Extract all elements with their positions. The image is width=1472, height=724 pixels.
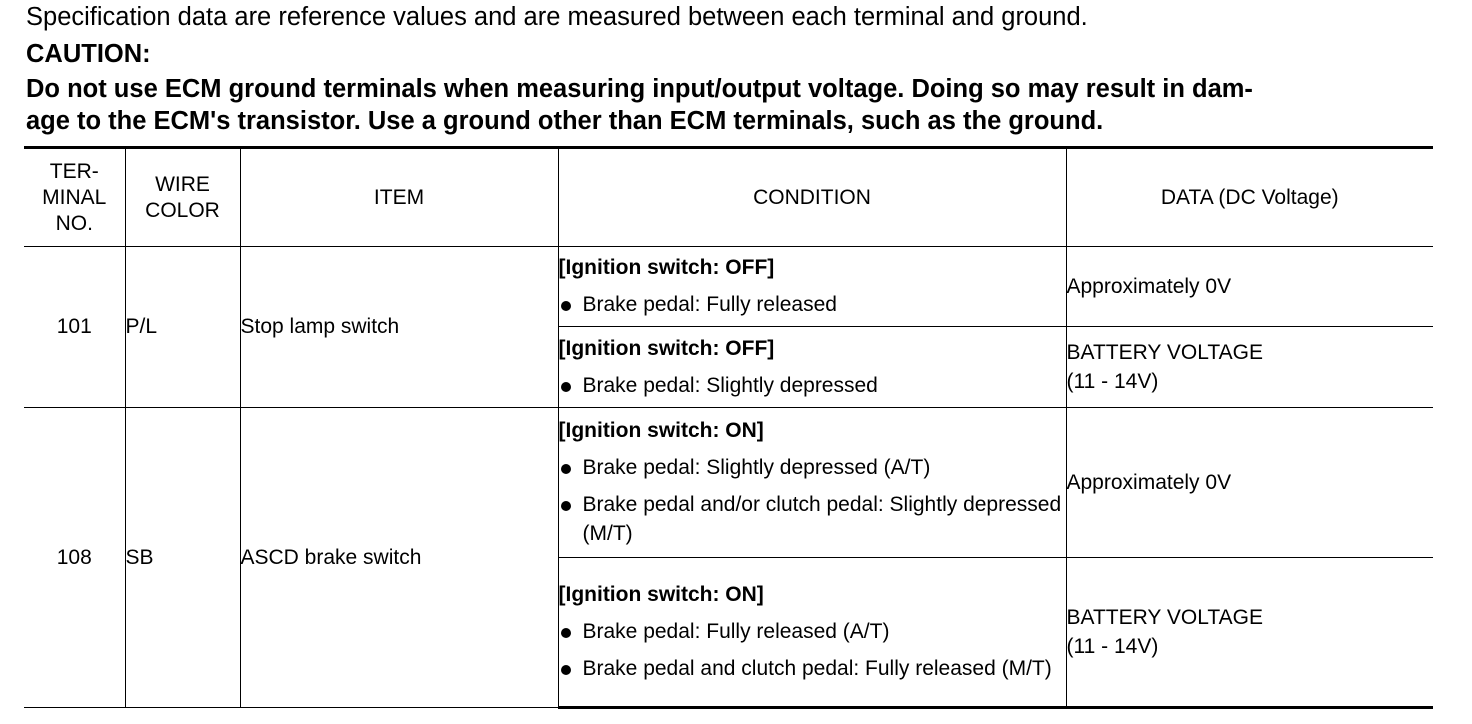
wire-color-cell: SB (125, 408, 240, 708)
wire-color-cell: P/L (125, 247, 240, 408)
condition-cell (558, 247, 1066, 327)
item-cell: Stop lamp switch (240, 247, 558, 408)
header-item: ITEM (240, 148, 558, 247)
condition-title: [Ignition switch: OFF] (558, 256, 775, 279)
header-terminal-no: TER- MINAL NO. (24, 148, 125, 247)
table-row (24, 247, 1433, 327)
header-data: DATA (DC Voltage) (1066, 148, 1433, 247)
condition-title: [Ignition switch: ON] (558, 419, 764, 442)
condition-bullet: Brake pedal and clutch pedal: Fully released (M/T) (559, 654, 1066, 683)
condition-bullet: Brake pedal: Slightly depressed (A/T) (559, 453, 1066, 482)
data-cell: Approximately 0V (1066, 408, 1433, 558)
item-cell: ASCD brake switch (240, 408, 558, 708)
condition-cell (558, 558, 1066, 708)
condition-cell (558, 408, 1066, 558)
data-cell: BATTERY VOLTAGE (11 - 14V) (1066, 327, 1433, 408)
caution-title: CAUTION: (26, 40, 151, 68)
condition-cell (558, 327, 1066, 408)
condition-title: [Ignition switch: OFF] (558, 336, 775, 360)
caution-line: age to the ECM's transistor. Use a ground other than ECM terminals, such as the ground. (26, 107, 1104, 135)
header-wire-color: WIRE COLOR (125, 148, 240, 247)
caution-text (26, 73, 1446, 137)
terminal-spec-table (24, 146, 1433, 709)
terminal-no-cell: 101 (24, 247, 125, 408)
condition-bullet: Brake pedal and/or clutch pedal: Slightly depressed (M/T) (559, 490, 1066, 548)
table-header-row (24, 148, 1433, 247)
condition-bullet: Brake pedal: Fully released (559, 290, 1066, 319)
data-cell: BATTERY VOLTAGE (11 - 14V) (1066, 558, 1433, 708)
intro-text: Specification data are reference values and are measured between each terminal and ground. (26, 3, 1088, 31)
terminal-no-cell: 108 (24, 408, 125, 708)
condition-bullet: Brake pedal: Slightly depressed (559, 371, 1066, 400)
data-cell: Approximately 0V (1066, 247, 1433, 327)
table-row (24, 408, 1433, 558)
condition-title: [Ignition switch: ON] (558, 583, 764, 606)
condition-bullet: Brake pedal: Fully released (A/T) (559, 617, 1066, 646)
caution-line: Do not use ECM ground terminals when measuring input/output voltage. Doing so may result in dam- (26, 75, 1253, 103)
header-condition: CONDITION (558, 148, 1066, 247)
